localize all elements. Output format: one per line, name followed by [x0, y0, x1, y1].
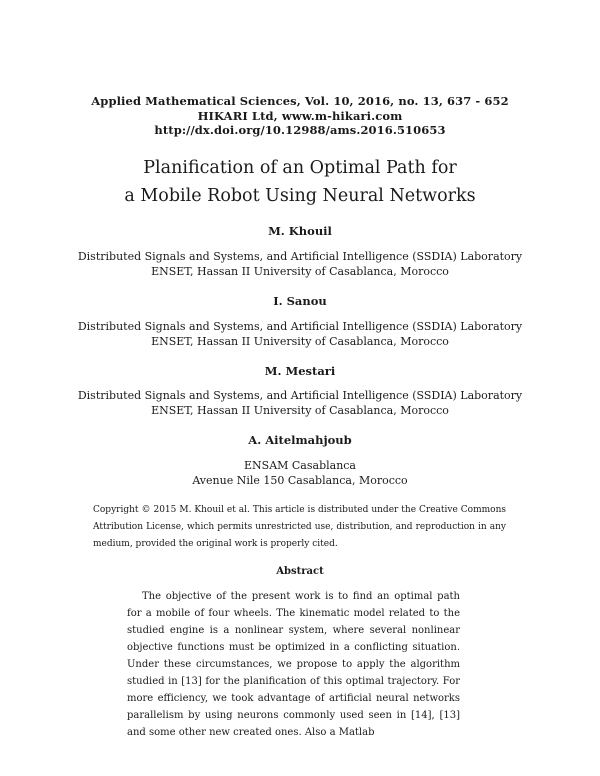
- journal-citation: Applied Mathematical Sciences, Vol. 10, 2016, no. 13, 637 - 652: [91, 94, 509, 108]
- author-affiliation: Distributed Signals and Systems, and Artificial Intelligence (SSDIA) Laboratory: [77, 320, 523, 333]
- author-affiliation: ENSET, Hassan II University of Casablanca, Morocco: [151, 404, 449, 417]
- author-name: A. Aitelmahjoub: [248, 433, 352, 447]
- publisher-line: HIKARI Ltd, www.m-hikari.com: [197, 109, 403, 123]
- author-affiliation: ENSET, Hassan II University of Casablanca, Morocco: [151, 335, 449, 348]
- author-affiliation: Distributed Signals and Systems, and Artificial Intelligence (SSDIA) Laboratory: [77, 250, 523, 263]
- author-name: M. Mestari: [264, 364, 336, 378]
- paper-title-line-1: Planification of an Optimal Path for: [143, 158, 457, 178]
- author-affiliation: ENSET, Hassan II University of Casablanca, Morocco: [151, 265, 449, 278]
- abstract-text: The objective of the present work is to find an optimal path for a mobile of four wheels. The kinematic model related to the studied engine is a nonlinear system, where several nonlinear objective functions must be optimized in a conflicting situation. Under these circumstances, we propose to apply the algorithm studied in [13] for the planification of this optimal trajectory. For more efficiency, we took advantage of artificial neural networks parallelism by using neurons commonly used seen in [14], [13] and some other new created ones. Also a Matlab: [127, 591, 460, 738]
- copyright-notice: Copyright © 2015 M. Khouil et al. This article is distributed under the Creative Commons Attribution License, which permits unrestricted use, distribution, and reproduction in any medium, provided the original work is properly cited.: [93, 505, 506, 549]
- author-affiliation: ENSAM Casablanca: [244, 459, 356, 472]
- author-name: I. Sanou: [273, 294, 327, 308]
- author-name: M. Khouil: [268, 224, 332, 238]
- paper-title-line-2: a Mobile Robot Using Neural Networks: [124, 186, 476, 206]
- author-affiliation: Distributed Signals and Systems, and Artificial Intelligence (SSDIA) Laboratory: [77, 389, 523, 402]
- abstract-heading: Abstract: [276, 566, 324, 577]
- author-affiliation: Avenue Nile 150 Casablanca, Morocco: [192, 474, 408, 487]
- doi-link[interactable]: http://dx.doi.org/10.12988/ams.2016.510653: [154, 123, 446, 137]
